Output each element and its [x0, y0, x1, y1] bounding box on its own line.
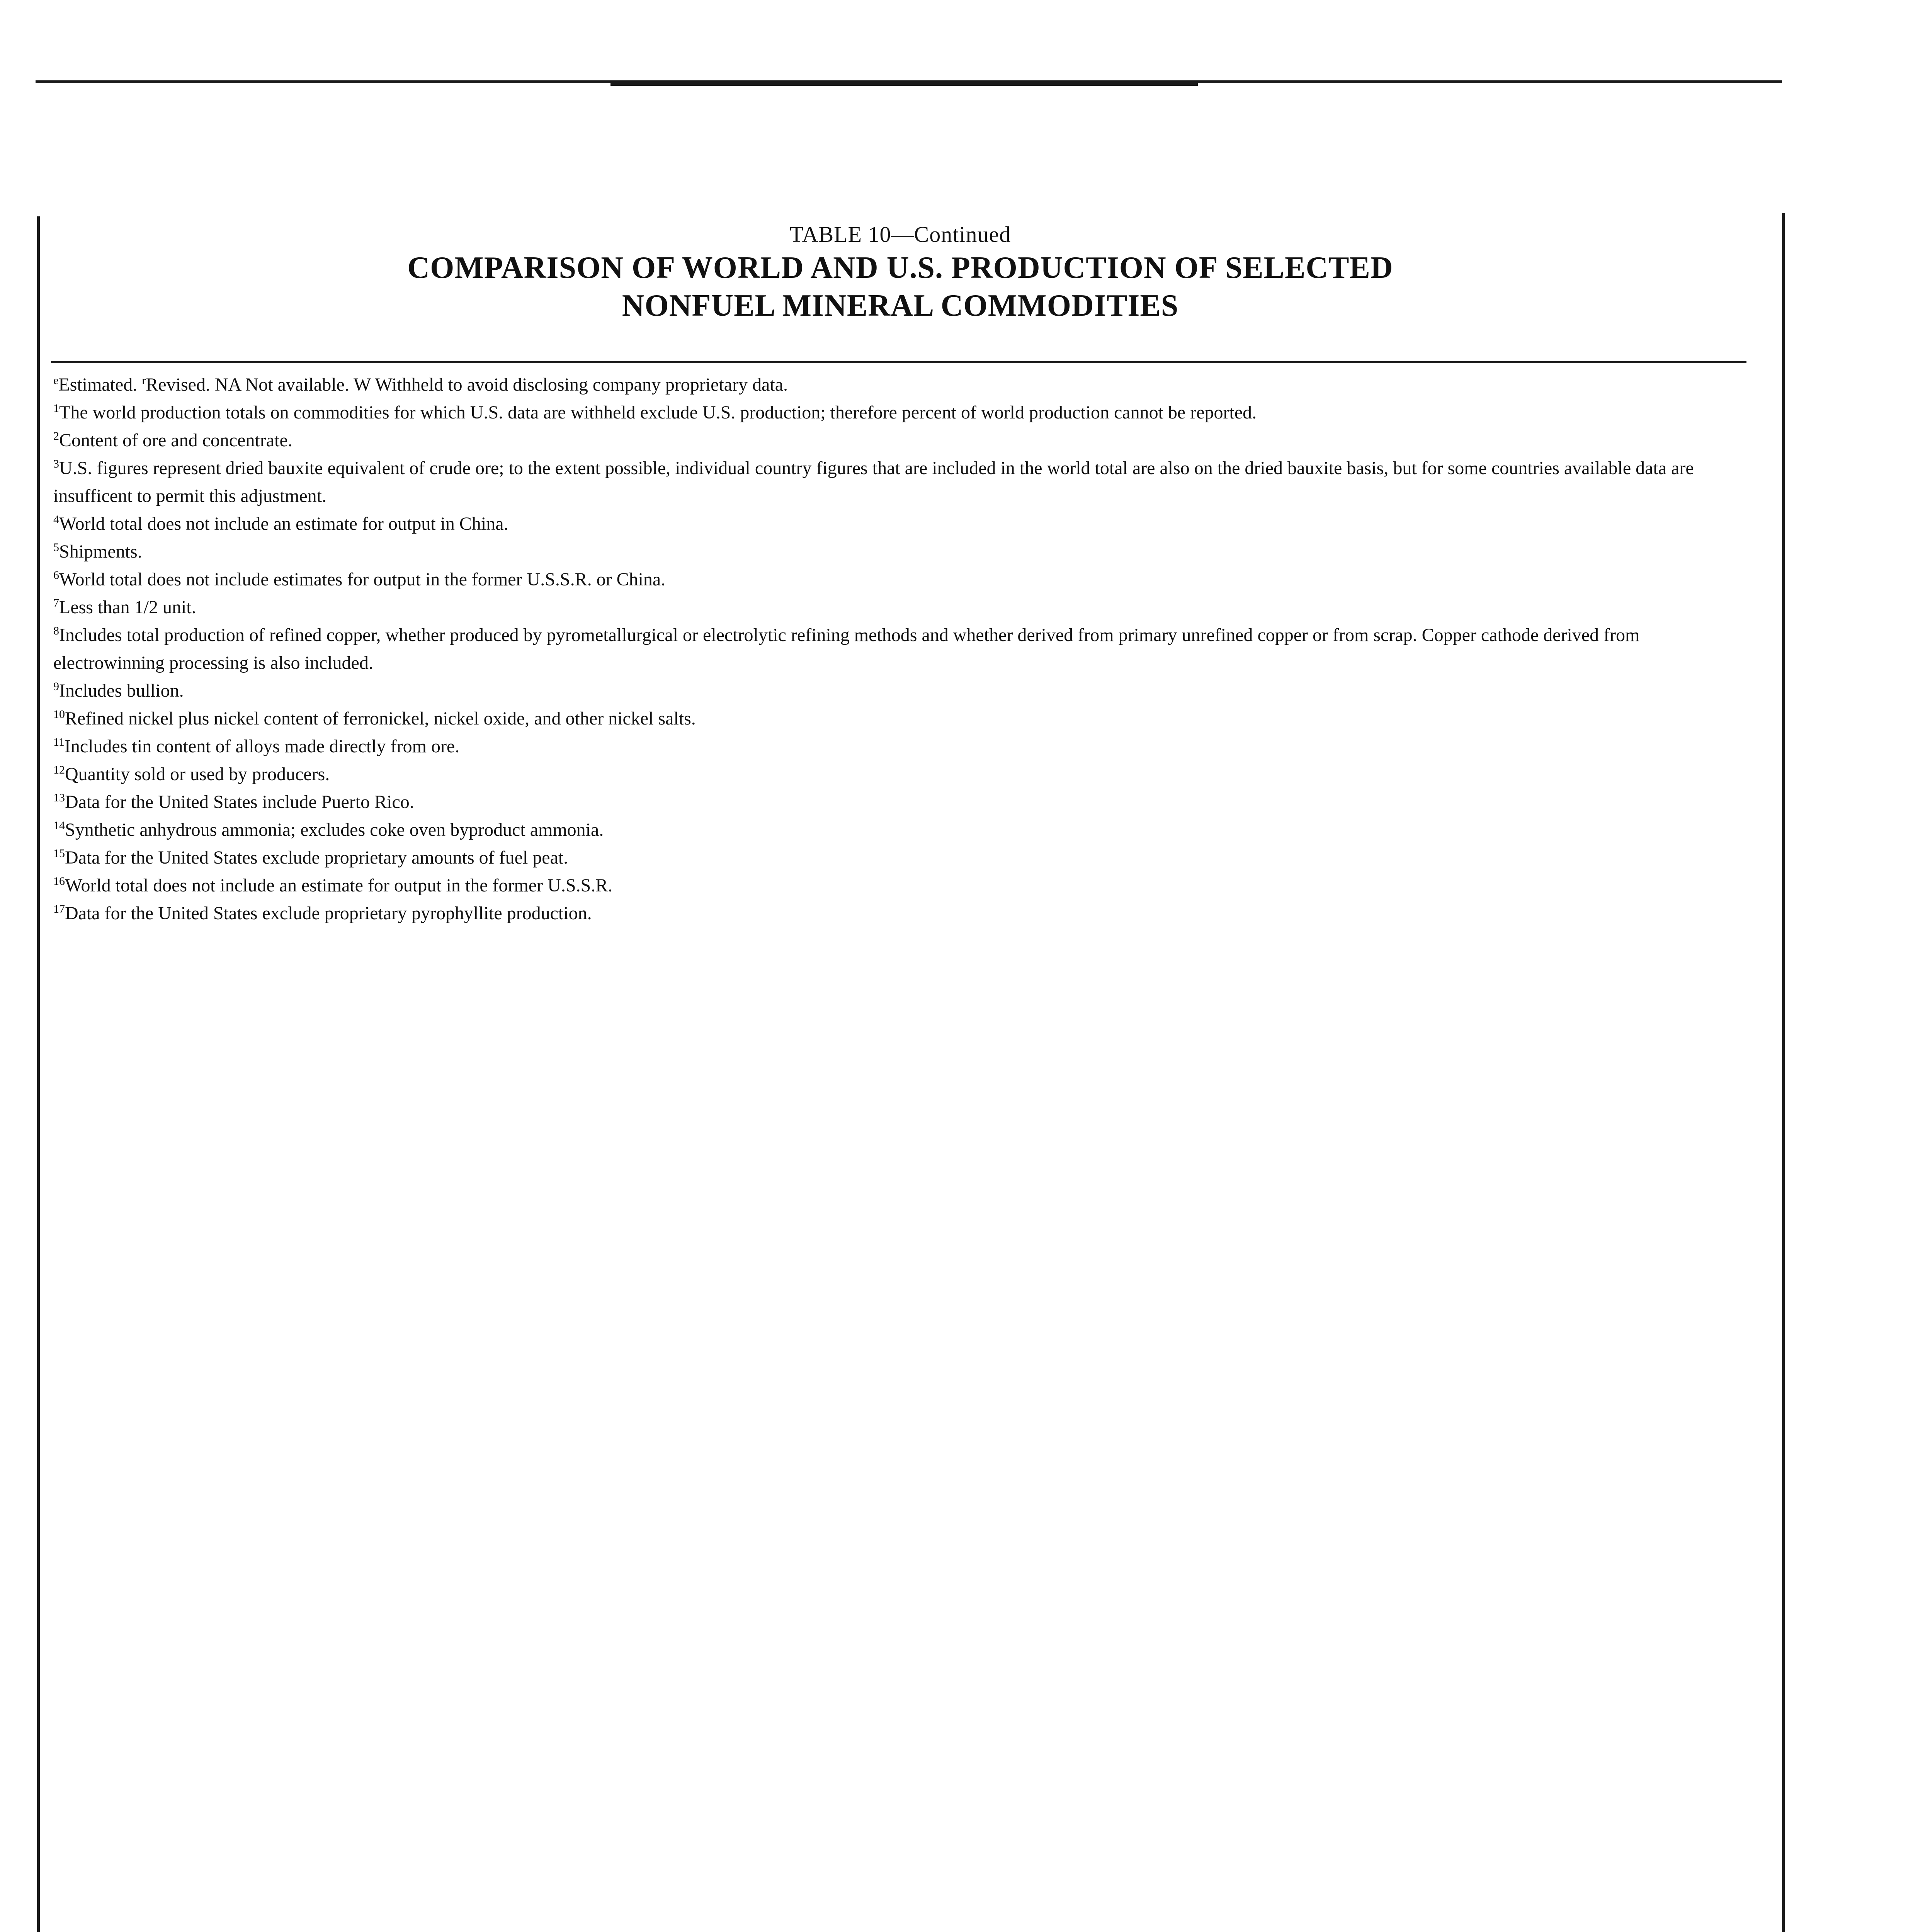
table-label: TABLE 10—Continued — [789, 222, 1011, 247]
footnote-mark: 11 — [53, 736, 65, 748]
footnote-9 — [53, 677, 1723, 705]
footnote-text: Less than 1/2 unit. — [59, 597, 196, 617]
footnote-10 — [53, 705, 1723, 733]
footnote-text: World total does not include an estimate for output in China. — [59, 514, 508, 534]
footnote-7 — [53, 594, 1723, 621]
footnote-text: Includes bullion. — [59, 680, 184, 701]
footnote-mark: 2 — [53, 430, 59, 442]
footnote-4 — [53, 510, 1723, 538]
footnote-8 — [53, 621, 1723, 677]
footnote-13 — [53, 788, 1723, 816]
footnote-text: Data for the United States exclude proprietary amounts of fuel peat. — [65, 847, 568, 868]
table-title-line-2: NONFUEL MINERAL COMMODITIES — [622, 289, 1179, 323]
footnote-text: Refined nickel plus nickel content of ferronickel, nickel oxide, and other nickel salts. — [65, 708, 696, 729]
footnote-text: World total does not include an estimate for output in the former U.S.S.R. — [65, 875, 613, 896]
footnotes — [53, 371, 1723, 927]
footnote-mark: 3 — [53, 457, 59, 470]
top-rule-accent — [610, 83, 1198, 86]
footnote-text: Synthetic anhydrous ammonia; excludes coke oven byproduct ammonia. — [65, 820, 604, 840]
footnote-17 — [53, 900, 1723, 927]
footnote-3 — [53, 454, 1723, 510]
footnote-mark: 7 — [53, 597, 59, 609]
footnote-text: Includes tin content of alloys made directly from ore. — [64, 736, 460, 757]
footnote-text: Revised. NA Not available. W Withheld to avoid disclosing company proprietary data. — [146, 374, 788, 395]
left-border-line — [37, 216, 40, 1932]
footnote-mark: 4 — [53, 513, 59, 526]
footnote-mark: 9 — [53, 680, 59, 693]
footnote-text: World total does not include estimates for output in the former U.S.S.R. or China. — [59, 569, 666, 590]
footnote-2 — [53, 427, 1723, 454]
footnote-5 — [53, 538, 1723, 566]
footnote-mark: 5 — [53, 541, 59, 554]
footnote-text: Estimated. — [58, 374, 142, 395]
footnote-mark: 15 — [53, 847, 65, 860]
footnote-text: U.S. figures represent dried bauxite equivalent of crude ore; to the extent possible, individual country figures that are included in the world total are also on the dried bauxite basis, but for some countries available data are insufficent to permit this adjustment. — [53, 458, 1694, 506]
footnote-mark: 16 — [53, 875, 65, 888]
footnote-mark: 10 — [53, 708, 65, 721]
header-rule — [51, 361, 1746, 363]
footnote-mark: 14 — [53, 819, 65, 832]
footnote-1 — [53, 399, 1723, 427]
footnote-11 — [53, 733, 1723, 760]
footnote-text: The world production totals on commodities for which U.S. data are withheld exclude U.S. production; therefore percent of world production cannot be reported. — [59, 402, 1257, 423]
footnote-15 — [53, 844, 1723, 872]
footnote-text: Data for the United States exclude proprietary pyrophyllite production. — [65, 903, 592, 923]
footnote-mark: 1 — [53, 402, 59, 415]
footnote-12 — [53, 760, 1723, 788]
footnote-mark: r — [142, 374, 146, 387]
table-header — [232, 220, 1569, 325]
footnote-text: Includes total production of refined copper, whether produced by pyrometallurgical or electrolytic refining methods and whether derived from primary unrefined copper or from scrap. Copper cathode derived from electrowinning processing is also included. — [53, 625, 1640, 673]
footnote-text: Content of ore and concentrate. — [59, 430, 292, 451]
footnote-mark: 13 — [53, 791, 65, 804]
footnote-6 — [53, 566, 1723, 594]
footnote-mark: 6 — [53, 569, 59, 582]
footnote-mark: 8 — [53, 624, 59, 637]
right-border-line — [1782, 213, 1785, 1932]
table-title-line-1: COMPARISON OF WORLD AND U.S. PRODUCTION OF SELECTED — [407, 251, 1393, 285]
footnote-mark: 12 — [53, 764, 65, 776]
footnote-16 — [53, 872, 1723, 900]
footnote-e — [53, 371, 1723, 399]
footnote-text: Quantity sold or used by producers. — [65, 764, 330, 784]
footnote-14 — [53, 816, 1723, 844]
footnote-text: Shipments. — [59, 541, 142, 562]
footnote-text: Data for the United States include Puerto Rico. — [65, 792, 414, 812]
footnote-mark: 17 — [53, 903, 65, 915]
footnote-mark: e — [53, 374, 59, 387]
